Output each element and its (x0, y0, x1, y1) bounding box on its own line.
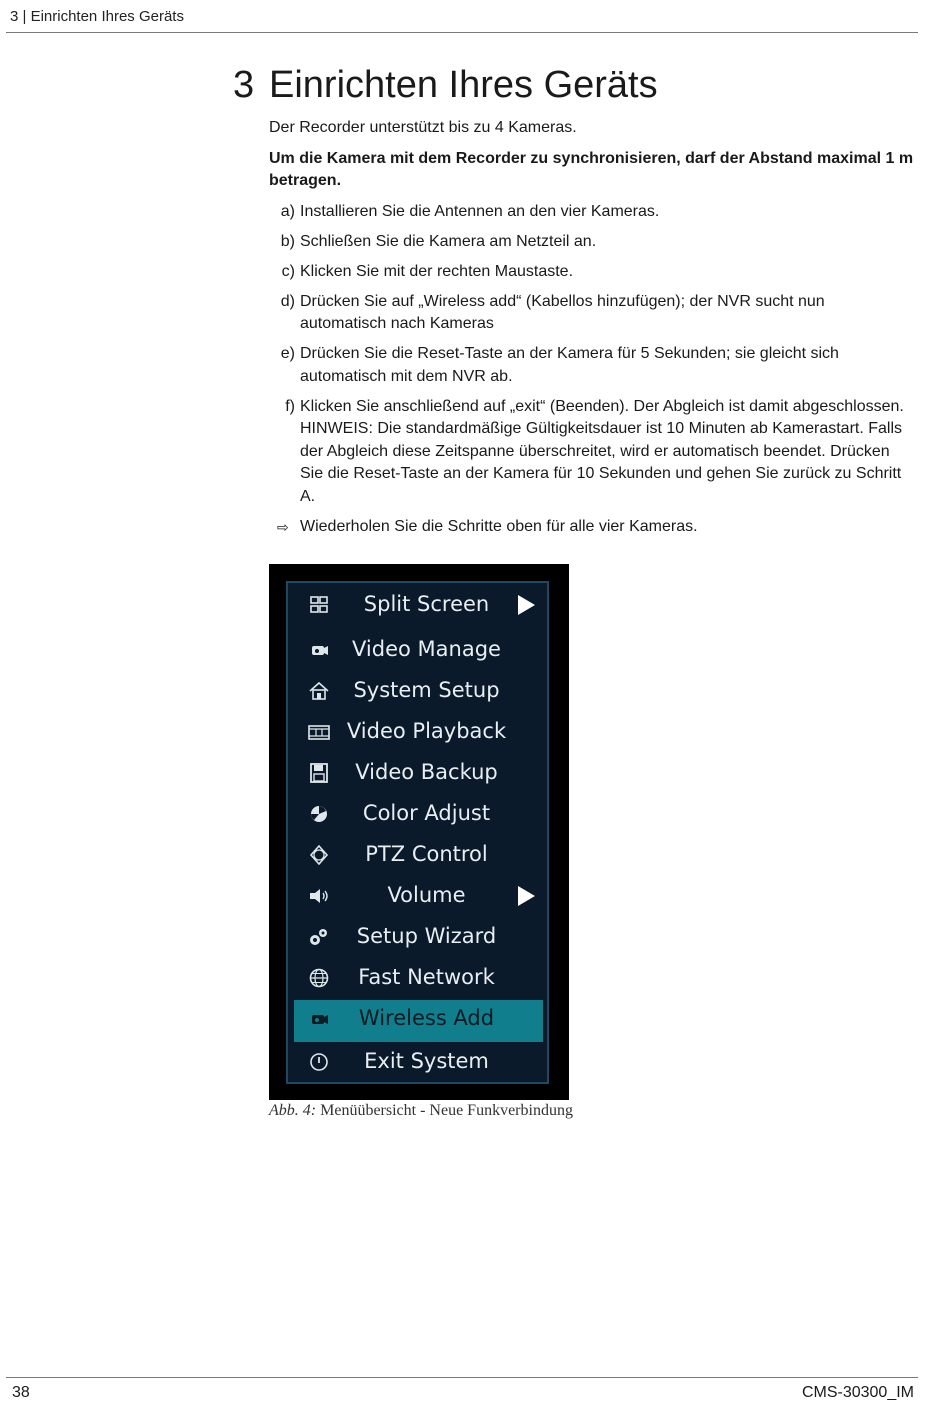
header-divider (6, 32, 918, 33)
menu-item-label: Setup Wizard (356, 924, 497, 948)
figure-caption (269, 1102, 573, 1120)
power-icon (308, 1052, 330, 1072)
step-item (269, 261, 914, 284)
body-text (269, 117, 914, 538)
step-marker: e) (280, 345, 295, 362)
distance-notice: Um die Kamera mit dem Recorder zu synchronisieren, darf der Abstand maximal 1 m betragen. (269, 149, 914, 189)
document-id: CMS-30300_IM (801, 1384, 914, 1401)
step-marker: d) (280, 292, 295, 310)
caption-text: Menüübersicht - Neue Funkverbindung (320, 1102, 573, 1119)
film-icon (308, 722, 330, 742)
menu-item-label: System Setup (353, 678, 500, 702)
menu-item-label: Volume (387, 883, 466, 907)
speaker-icon (308, 886, 330, 906)
chapter-number: 3 (233, 64, 255, 106)
camera-icon (308, 1009, 330, 1029)
globe-icon (308, 968, 330, 988)
result-line (269, 516, 914, 539)
step-marker: c) (281, 262, 295, 280)
step-item (269, 343, 914, 388)
chapter-heading (233, 64, 658, 107)
context-menu (286, 581, 549, 1084)
result-text: Wiederholen Sie die Schritte oben für alle vier Kameras. (300, 517, 698, 535)
camera-icon (308, 640, 330, 660)
step-text: Drücken Sie die Reset-Taste an der Kamera für 5 Sekunden; sie gleicht sich automatisch mit dem NVR ab. (300, 345, 839, 385)
palette-icon (308, 804, 330, 824)
menu-item-video-backup[interactable] (294, 754, 543, 792)
menu-item-label: Color Adjust (362, 801, 491, 825)
step-note: HINWEIS: Die standardmäßige Gültigkeitsdauer ist 10 Minuten ab Kamerastart. Falls der Abgleich diese Zeitspanne überschreitet, wird er automatisch beendet. Drücken Sie die Reset-Taste an der Kamera für 10 Sekunden und gehen Sie zurück zu Schritt A. (300, 420, 903, 505)
menu-item-wireless-add[interactable] (294, 1000, 543, 1042)
step-item (269, 396, 914, 509)
menu-item-exit-system[interactable] (294, 1043, 543, 1081)
submenu-arrow-icon (518, 595, 535, 615)
gears-icon (308, 927, 330, 947)
menu-item-split-screen[interactable] (294, 586, 543, 624)
step-text: Schließen Sie die Kamera am Netzteil an. (300, 232, 597, 250)
result-arrow-icon: ⇨ (277, 518, 289, 535)
menu-item-label: Video Playback (346, 719, 507, 743)
intro-paragraph: Der Recorder unterstützt bis zu 4 Kameras. (269, 119, 577, 136)
step-text: Klicken Sie anschließend auf „exit“ (Beenden). Der Abgleich ist damit abgeschlossen. (300, 397, 904, 415)
menu-item-ptz-control[interactable] (294, 836, 543, 874)
menu-item-label: Video Backup (355, 760, 498, 784)
step-text: Klicken Sie mit der rechten Maustaste. (300, 262, 574, 280)
caption-prefix: Abb. 4: (269, 1102, 317, 1119)
step-text: Drücken Sie auf „Wireless add“ (Kabellos hinzufügen); der NVR sucht nun automatisch nach Kameras (300, 292, 825, 332)
split-screen-icon (308, 595, 330, 615)
menu-item-fast-network[interactable] (294, 959, 543, 997)
menu-item-video-playback[interactable] (294, 713, 543, 751)
page-number: 38 (12, 1384, 30, 1401)
step-marker: f) (285, 397, 295, 415)
menu-item-setup-wizard[interactable] (294, 918, 543, 956)
submenu-arrow-icon (518, 886, 535, 906)
menu-item-label: Split Screen (363, 592, 490, 616)
menu-item-video-manage[interactable] (294, 631, 543, 669)
step-text: Installieren Sie die Antennen an den vier Kameras. (300, 202, 660, 220)
menu-item-label: PTZ Control (365, 842, 488, 866)
running-header: 3 | Einrichten Ihres Geräts (10, 8, 184, 25)
menu-item-color-adjust[interactable] (294, 795, 543, 833)
menu-item-label: Video Manage (352, 637, 501, 661)
menu-item-label: Exit System (364, 1049, 489, 1073)
floppy-icon (308, 763, 330, 783)
ptz-icon (308, 845, 330, 865)
step-item (269, 201, 914, 224)
chapter-title: Einrichten Ihres Geräts (269, 64, 658, 106)
footer-divider (6, 1377, 918, 1378)
menu-screenshot (269, 564, 569, 1100)
menu-item-system-setup[interactable] (294, 672, 543, 710)
step-list (269, 201, 914, 509)
menu-item-label: Wireless Add (358, 1006, 495, 1030)
menu-item-label: Fast Network (358, 965, 495, 989)
step-marker: a) (280, 202, 295, 220)
step-item (269, 231, 914, 254)
menu-item-volume[interactable] (294, 877, 543, 915)
step-marker: b) (280, 232, 295, 250)
step-item (269, 291, 914, 336)
house-icon (308, 681, 330, 701)
